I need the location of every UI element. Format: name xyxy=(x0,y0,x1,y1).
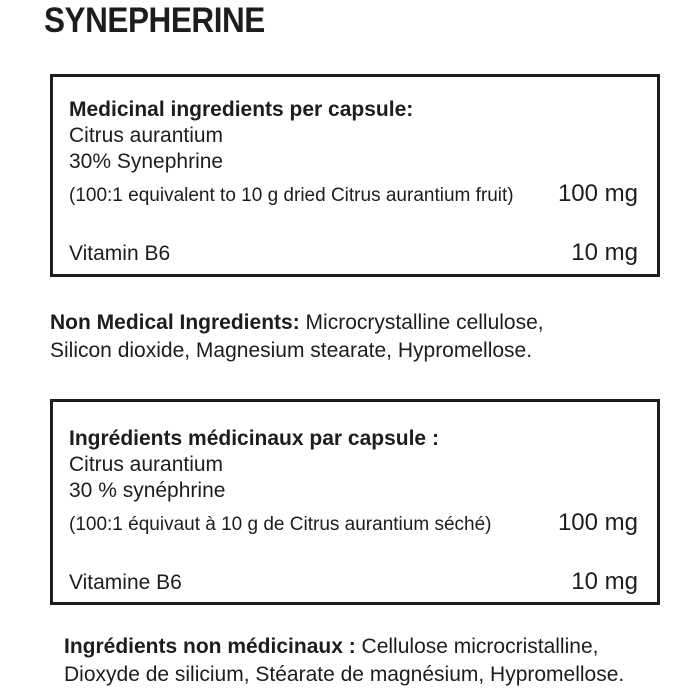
ingredient-name-vitamin-fr: Vitamine B6 xyxy=(69,571,182,594)
ingredient-note-fr: (100:1 équivaut à 10 g de Citrus aurantium séché) xyxy=(69,514,492,535)
ingredient-name-vitamin-en: Vitamin B6 xyxy=(69,242,171,265)
medicinal-ingredients-panel-en xyxy=(50,74,660,277)
ingredient-amount-row-vitamin-fr xyxy=(69,568,638,597)
ingredient-detail-synephrine-fr: 30 % synéphrine xyxy=(69,479,226,502)
ingredient-detail-synephrine-en: 30% Synephrine xyxy=(69,150,224,173)
non-medicinal-text-line1-fr: Cellulose microcristalline, xyxy=(361,635,599,658)
ingredient-amount-citrus-fr: 100 mg xyxy=(557,509,638,536)
ingredient-amount-row-vitamin-en xyxy=(69,239,638,268)
medicinal-header-fr: Ingrédients médicinaux par capsule : xyxy=(69,427,439,450)
ingredient-amount-vitamin-en: 10 mg xyxy=(571,239,638,266)
non-medicinal-text-line2-fr: Dioxyde de silicium, Stéarate de magnésium, Hypromellose. xyxy=(64,663,625,686)
ingredient-amount-vitamin-fr: 10 mg xyxy=(571,568,638,595)
non-medicinal-paragraph-fr xyxy=(64,633,624,689)
ingredient-name-citrus-fr: Citrus aurantium xyxy=(69,453,224,476)
non-medicinal-label-en: Non Medical Ingredients: xyxy=(50,311,300,334)
medicinal-ingredients-panel-fr xyxy=(50,399,660,605)
non-medicinal-paragraph-en xyxy=(50,309,544,365)
ingredient-amount-row-citrus-en xyxy=(69,180,638,210)
ingredient-amount-citrus-en: 100 mg xyxy=(557,180,638,207)
non-medicinal-text-line2-en: Silicon dioxide, Magnesium stearate, Hypromellose. xyxy=(50,339,533,362)
ingredient-name-citrus-en: Citrus aurantium xyxy=(69,124,224,147)
ingredient-amount-row-citrus-fr xyxy=(69,509,638,539)
non-medicinal-text-line1-en: Microcrystalline cellulose, xyxy=(305,311,544,334)
product-title: SYNEPHERINE xyxy=(44,1,265,40)
medicinal-header-en: Medicinal ingredients per capsule: xyxy=(69,98,414,121)
non-medicinal-label-fr: Ingrédients non médicinaux : xyxy=(64,635,356,658)
ingredient-note-en: (100:1 equivalent to 10 g dried Citrus aurantium fruit) xyxy=(69,185,514,206)
